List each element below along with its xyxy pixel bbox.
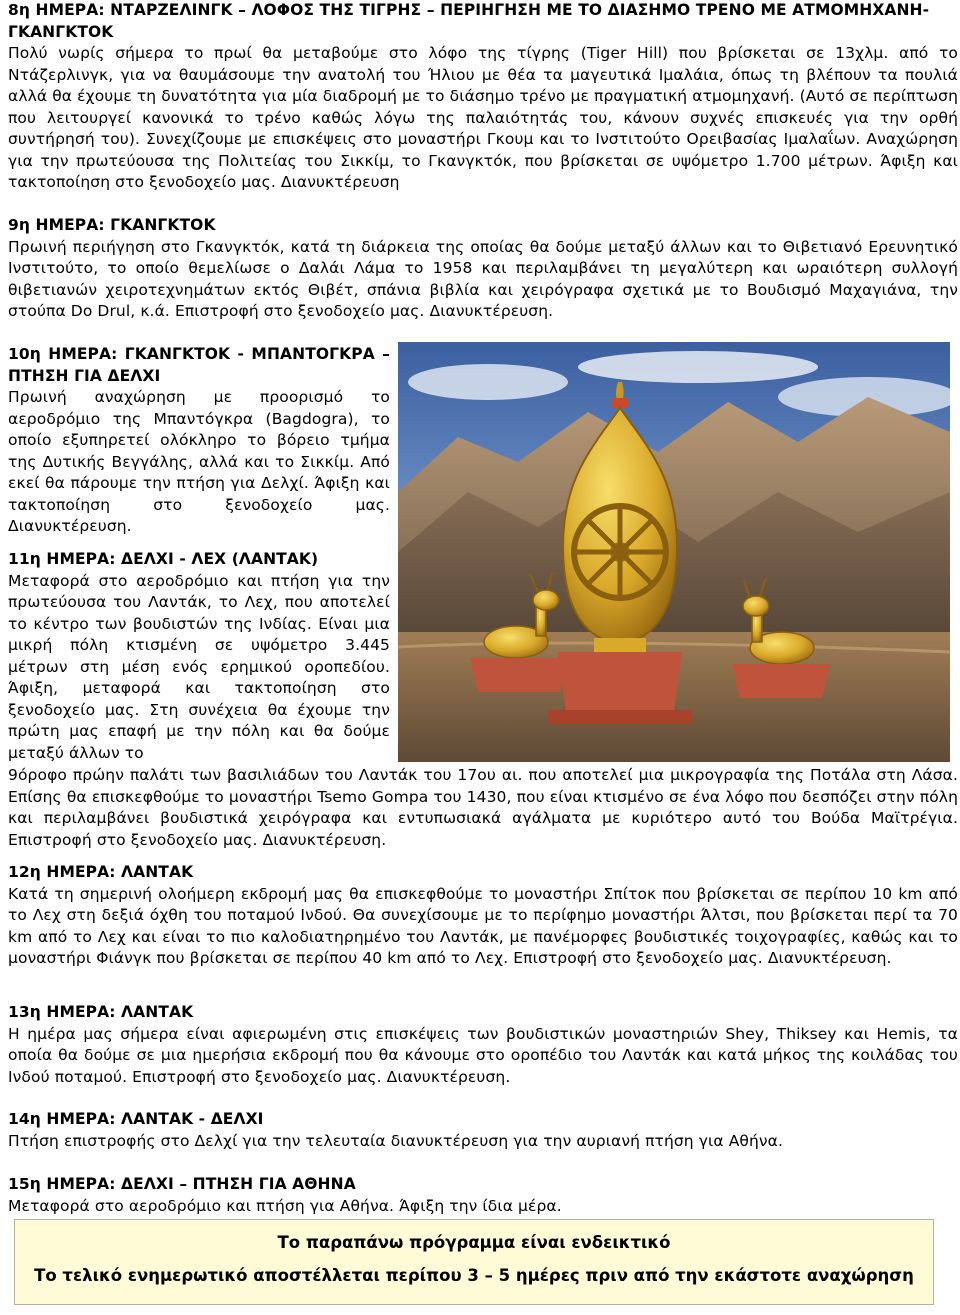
day14-text: Πτήση επιστροφής στο Δελχί για την τελευταία διανυκτέρευση για την αυριανή πτήση για Αθήνα.	[8, 1131, 784, 1150]
day13-title: 13η ΗΜΕΡΑ: ΛΑΝΤΑΚ	[8, 1003, 194, 1021]
day10-section	[8, 344, 390, 538]
photo-illustration	[398, 342, 950, 762]
day10-text: Πρωινή αναχώρηση με προορισμό το αεροδρόμιο της Μπαντόγκρα (Bagdogra), το οποίο εξυπηρετεί ολόκληρο το βόρειο τμήμα της Δυτικής Βεγγάλης, αλλά και το Σικκίμ. Από εκεί θα πάρουμε την πτήση για Δελχί. Άφιξη και τακτοποίηση στο ξενοδοχείο μας. Διανυκτέρευση.	[8, 388, 390, 535]
disclaimer-line-2: Το τελικό ενημερωτικό αποστέλλεται περίπου 3 – 5 ημέρες πριν από την εκάστοτε αναχώρηση	[34, 1266, 914, 1285]
day15-text: Μεταφορά στο αεροδρόμιο και πτήση για Αθήνα. Άφιξη την ίδια μέρα.	[8, 1196, 562, 1215]
day9-section	[8, 215, 958, 323]
day8-title: 8η ΗΜΕΡΑ: ΝΤΑΡΖΕΛΙΝΓΚ – ΛΟΦΟΣ ΤΗΣ ΤΙΓΡΗΣ – ΠΕΡΙΗΓΗΣΗ ΜΕ ΤΟ ΔΙΑΣΗΜΟ ΤΡΕΝΟ ΜΕ ΑΤΜΟΜΗΧΑΝΗ-ΓΚΑΝΓΚΤΟΚ	[8, 1, 930, 41]
day12-section	[8, 862, 958, 970]
day14-title: 14η ΗΜΕΡΑ: ΛΑΝΤΑΚ - ΔΕΛΧΙ	[8, 1110, 264, 1128]
day12-text: Κατά τη σημερινή ολοήμερη εκδρομή μας θα επισκεφθούμε το μοναστήρι Σπίτοκ που βρίσκεται σε περίπου 10 km από το Λεχ στη δεξιά όχθη του ποταμού Ινδού. Θα συνεχίσουμε με το περίφημο μοναστήρι Άλτσι, που βρίσκεται περί τα 70 km από το Λεχ και είναι το πιο καλοδιατηρημένο του Λαντάκ, με πανέμορφες βουδιστικές τοιχογραφίες, καθώς και το μοναστήρι Φιάνγκ που βρίσκεται σε περίπου 40 km από το Λεχ. Επιστροφή στο ξενοδοχείο μας. Διανυκτέρευση.	[8, 884, 958, 967]
day14-section	[8, 1109, 958, 1152]
day8-text: Πολύ νωρίς σήμερα το πρωί θα μεταβούμε στο λόφο της τίγρης (Tiger Hill) που βρίσκεται σε 13χλμ. από το Ντάζερλινγκ, για να θαυμάσουμε την ανατολή του Ήλιου με θέα τα μαγευτικά Ιμαλάια, όπως τη βλέπουν τα πουλιά αλλά θα έχουμε τη δυνατότητα για μία διαδρομή με το διάσημο τρένο με πραγματική ατμομηχανή. (Αυτό σε περίπτωση που λειτουργεί κανονικά το τρένο καθώς λόγω της παλαιότητάς του, κάνουν συχνές επισκευές για την ορθή συντήρησή του). Συνεχίζουμε με επισκέψεις στο μοναστήρι Γκουμ και το Ινστιτούτο Ορειβασίας Ιμαλαΐων. Αναχώρηση για την πρωτεύουσα της Πολιτείας του Σικκίμ, το Γκανγκτόκ, που βρίσκεται σε υψόμετρο 1.700 μέτρων. Άφιξη και τακτοποίηση στο ξενοδοχείο μας. Διανυκτέρευση	[8, 44, 958, 191]
day9-text: Πρωινή περιήγηση στο Γκανγκτόκ, κατά τη διάρκεια της οποίας θα δούμε μεταξύ άλλων και το Θιβετιανό Ερευνητικό Ινστιτούτο, το οποίο θεμελίωσε ο Δαλάι Λάμα το 1958 και περιλαμβάνει τη μεγαλύτερη και ωραιότερη συλλογή θιβετιανών χειροτεχνημάτων εκτός Θιβέτ, σπάνια βιβλία και χειρόγραφα σχετικά με το Βουδισμό Μαχαγιάνα, την στούπα Do Drul, κ.ά. Επιστροφή στο ξενοδοχείο μας. Διανυκτέρευση.	[8, 237, 958, 320]
day10-title: 10η ΗΜΕΡΑ: ΓΚΑΝΓΚΤΟΚ - ΜΠΑΝΤΟΓΚΡΑ – ΠΤΗΣΗ ΓΙΑ ΔΕΛΧΙ	[8, 345, 390, 385]
day13-text: Η ημέρα μας σήμερα είναι αφιερωμένη στις επισκέψεις των βουδιστικών μοναστηριών Shey, Thiksey και Hemis, τα οποία θα δούμε σε μια ημερήσια εκδρομή που θα κάνουμε στο οροπέδιο του Λαντάκ και κατά μήκος της κοιλάδας του Ινδού ποταμού. Επιστροφή στο ξενοδοχείο μας. Διανυκτέρευση.	[8, 1024, 958, 1086]
day15-section	[8, 1174, 958, 1217]
day13-section	[8, 1002, 958, 1088]
day11-text-narrow: Μεταφορά στο αεροδρόμιο και πτήση για την πρωτεύουσα του Λαντάκ, το Λεχ, που αποτελεί το κέντρο των βουδιστών της Ινδίας. Είναι μια μικρή πόλη κτισμένη σε υψόμετρο 3.445 μέτρων στη μέση ενός ερημικού οροπεδίου. Άφιξη, μεταφορά και τακτοποίηση στο ξενοδοχείο μας. Στη συνέχεια θα έχουμε την πρώτη μας επαφή με την πόλη και θα δούμε μεταξύ άλλων το	[8, 571, 390, 762]
disclaimer-line-1: Το παραπάνω πρόγραμμα είναι ενδεικτικό	[277, 1233, 671, 1252]
day15-title: 15η ΗΜΕΡΑ: ΔΕΛΧΙ – ΠΤΗΣΗ ΓΙΑ ΑΘΗΝΑ	[8, 1175, 356, 1193]
day9-title: 9η ΗΜΕΡΑ: ΓΚΑΝΓΚΤΟΚ	[8, 216, 216, 234]
day11-title: 11η ΗΜΕΡΑ: ΔΕΛΧΙ - ΛΕΧ (ΛΑΝΤΑΚ)	[8, 550, 319, 568]
day12-title: 12η ΗΜΕΡΑ: ΛΑΝΤΑΚ	[8, 863, 194, 881]
dharma-wheel-photo	[398, 342, 950, 762]
day11-section	[8, 549, 390, 764]
day11-text-wide: 9όροφο πρώην παλάτι των βασιλιάδων του Λαντάκ του 17ου αι. που αποτελεί μια μικρογραφία της Ποτάλα στη Λάσα. Επίσης θα επισκεφθούμε το μοναστήρι Tsemo Gompa του 1430, που είναι κτισμένο σε ένα λόφο που δεσπόζει στην πόλη και περιλαμβάνει βουδιστικά χειρόγραφα και εντυπωσιακά αγάλματα με κυριότερο αυτό του Βούδα Μαϊτρέγια. Επιστροφή στο ξενοδοχείο μας. Διανυκτέρευση.	[8, 766, 958, 849]
day11-continued	[8, 765, 958, 851]
day8-section	[8, 0, 958, 194]
disclaimer-box	[14, 1219, 934, 1305]
